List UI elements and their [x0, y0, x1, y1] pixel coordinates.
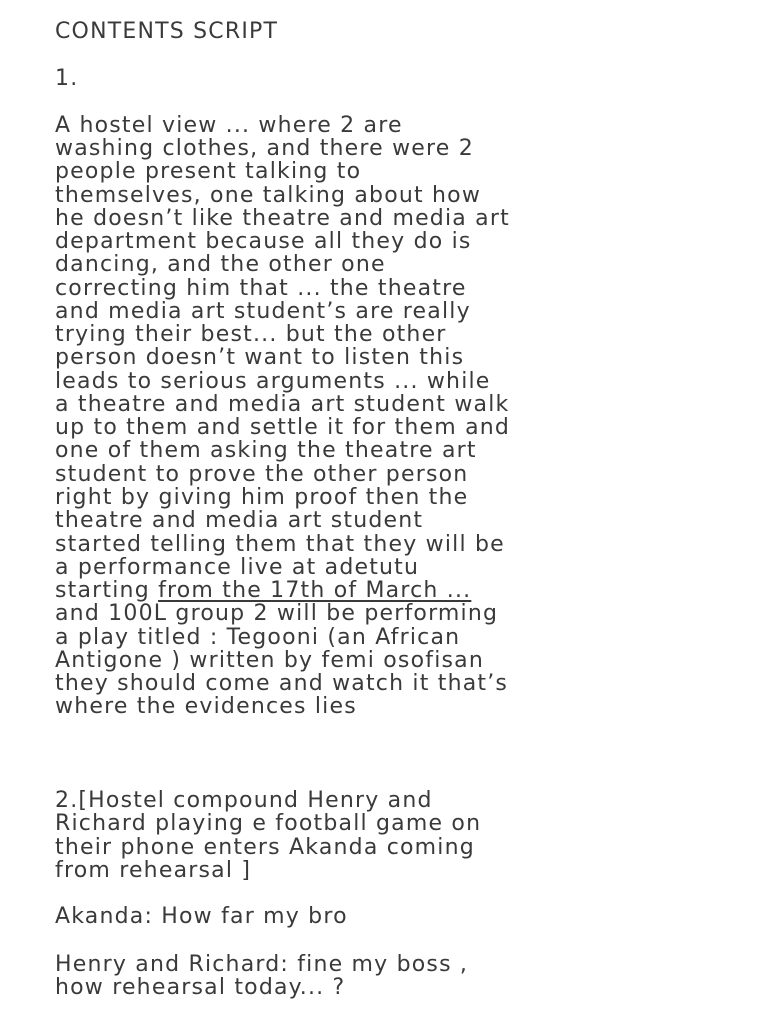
scene-1-line: he doesn’t like theatre and media art — [55, 206, 510, 231]
scene-1-line: where the evidences lies — [55, 694, 357, 719]
scene-1-line-with-date — [55, 579, 471, 603]
scene-1-line: one of them asking the theatre art — [55, 438, 477, 463]
scene-1-line: a theatre and media art student walk — [55, 392, 510, 417]
scene-1-line: started telling them that they will be — [55, 532, 505, 557]
dialogue-line: how rehearsal today... ? — [55, 975, 346, 1000]
underlined-date-text: from the 17th of March ... — [158, 578, 472, 603]
scene-2-heading-line: from rehearsal ] — [55, 858, 252, 883]
scene-1-line: washing clothes, and there were 2 — [55, 136, 474, 161]
scene-1-line: leads to serious arguments ... while — [55, 369, 491, 394]
scene-1-line: they should come and watch it that’s — [55, 671, 509, 696]
scene-1-line: person doesn’t want to listen this — [55, 345, 465, 370]
scene-2-heading-line: 2.[Hostel compound Henry and — [55, 788, 433, 813]
scene-1-line: A hostel view ... where 2 are — [55, 113, 403, 138]
scene-1-line: theatre and media art student — [55, 508, 424, 533]
scene-1-line: people present talking to — [55, 159, 362, 184]
scene-1-line: dancing, and the other one — [55, 252, 386, 277]
line-prefix: starting — [55, 578, 159, 603]
dialogue-line: Henry and Richard: fine my boss , — [55, 952, 469, 977]
scene-1-number: 1. — [55, 66, 79, 91]
scene-1-line: a play titled : Tegooni (an African — [55, 625, 461, 650]
scene-1-line: and media art student’s are really — [55, 299, 471, 324]
scene-1-line: and 100L group 2 will be performing — [55, 601, 499, 626]
scene-1-line: correcting him that ... the theatre — [55, 276, 467, 301]
document-title: CONTENTS SCRIPT — [55, 19, 279, 44]
scene-1-line: trying their best... but the other — [55, 322, 447, 347]
scene-1-line: right by giving him proof then the — [55, 485, 469, 510]
scene-1-line: student to prove the other person — [55, 462, 469, 487]
scene-1-line: department because all they do is — [55, 229, 472, 254]
scene-1-line: Antigone ) written by femi osofisan — [55, 648, 484, 673]
scene-2-heading-line: their phone enters Akanda coming — [55, 835, 475, 860]
scene-1-line: themselves, one talking about how — [55, 183, 482, 208]
scene-2-heading-line: Richard playing e football game on — [55, 811, 482, 836]
scene-1-line: a performance live at adetutu — [55, 555, 420, 580]
dialogue-akanda: Akanda: How far my bro — [55, 904, 348, 929]
scene-1-line: up to them and settle it for them and — [55, 415, 511, 440]
